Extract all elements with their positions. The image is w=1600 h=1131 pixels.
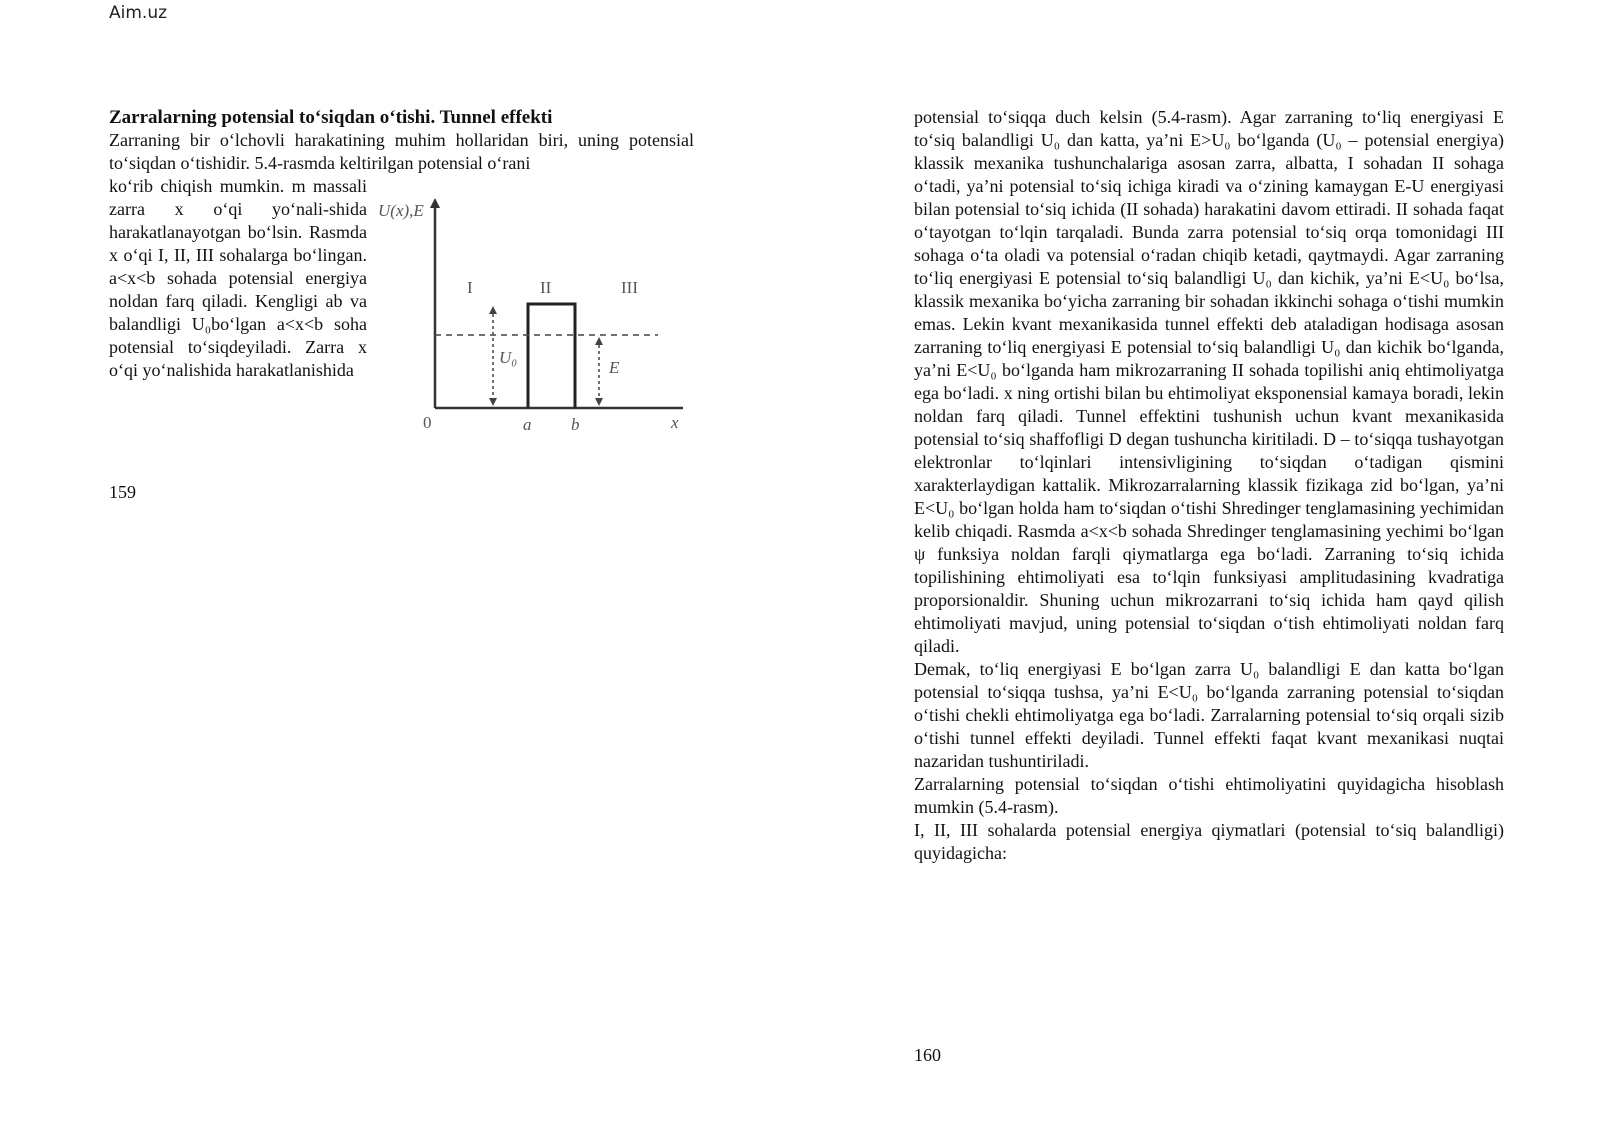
region-label-3: III bbox=[621, 278, 638, 297]
e-arrow-up-icon bbox=[595, 337, 603, 345]
y-axis-label: U(x),E bbox=[378, 201, 424, 220]
tick-label-zero: 0 bbox=[423, 413, 432, 432]
u0-arrow-up-icon bbox=[489, 306, 497, 314]
y-axis-arrow-icon bbox=[430, 198, 440, 208]
page-number-left: 159 bbox=[109, 482, 136, 502]
paragraph-2: Demak, to‘liq energiyasi E bo‘lgan zarra U₀ balandligi E dan katta bo‘lgan potensial to‘siqqa tushsa, ya’ni E<U₀ bo‘lganda zarraning potensial to‘siqdan o‘tishi chekli ehtimoliyatga ega bo‘ladi. Zarralarning potensial to‘siq orqali sizib o‘tishi tunnel effekti deyiladi. Tunnel effekti faqat kvant mexanikasi nuqtai nazaridan tushuntiriladi. bbox=[914, 659, 1504, 771]
e-arrow-down-icon bbox=[595, 398, 603, 406]
x-axis-label: x bbox=[671, 413, 679, 432]
region-label-1: I bbox=[467, 278, 473, 297]
paragraph-4: I, II, III sohalarda potensial energiya qiymatlari (potensial to‘siq balandligi) quyidagicha: bbox=[914, 820, 1504, 863]
intro-paragraph: Zarraning bir o‘lchovli harakatining muhim hollaridan biri, uning potensial to‘siqdan o‘tishidir. 5.4-rasmda keltirilgan potensial o‘rani bbox=[109, 130, 694, 173]
barrier-shape bbox=[528, 304, 575, 408]
e-label: E bbox=[609, 358, 620, 377]
site-name: Aim.uz bbox=[109, 3, 168, 23]
paragraph-1: potensial to‘siqqa duch kelsin (5.4-rasm). Agar zarraning to‘liq energiyasi E to‘siq balandligi U₀ dan katta, ya’ni E>U₀ bo‘lganda (U₀ – potensial energiya) klassik mexanika tushunchalariga asosan zarra, albatta, I sohadan II sohaga o‘tadi, ya’ni potensial to‘siq ichiga kiradi va o‘zining kamaygan E-U energiyasi bilan potensial to‘siq ichida (II sohada) harakatini davom ettiradi. II sohada faqat o‘tayotgan to‘lqin tarqaladi. Bunda zarra potensial to‘siq orqa tomonidagi III sohaga o‘ta oladi va potensial o‘radan chiqib ketadi, qaytmaydi. Agar zarraning to‘liq energiyasi E potensial to‘siq balandligi U₀ dan kichik, ya’ni E<U₀ bo‘lsa, klassik mexanika bo‘yicha zarraning bir sohadan ikkinchi sohaga o‘tishi mumkin emas. Lekin kvant mexanikasida tunnel effekti deb ataladigan hodisaga asosan zarraning to‘liq energiyasi E potensial to‘siq balandligi U₀ dan kichik bo‘lganda, ya’ni E<U₀ bo‘lganda ham mikrozarraning II sohada topilishi aniq ehtimoliyatga ega bo‘ladi. x ning ortishi bilan bu ehtimoliyat eksponensial kamaya boradi, lekin noldan farq qiladi. Tunnel effektini tushunish uchun kvant mexanikasida potensial to‘siq shaffofligi D degan tushuncha kiritiladi. D – to‘siqqa tushayotgan elektronlar to‘lqinlari intensivligining to‘siqdan o‘tadigan qismini xarakterlaydigan kattalik. Mikrozarralarning klassik fizikaga zid bo‘lgan, ya’ni E<U₀ bo‘lgan holda ham to‘siqdan o‘tishi Shredinger tenglamasining yechimidan kelib chiqadi. Rasmda a<x<b sohada Shredinger tenglamasining yechimi bo‘lgan ψ funksiya noldan farqli qiymatlarga ega bo‘ladi. Zarraning to‘siq ichida topilishining ehtimoliyati esa to‘lqin funksiyasi amplitudasining kvadratiga proporsionaldir. Shuning uchun mikrozarrani to‘siq ichida ham qayd qilish ehtimoliyati mavjud, uning potensial to‘siqdan o‘tish ehtimoliyati noldan farq qiladi. bbox=[914, 107, 1504, 656]
potential-barrier-figure bbox=[378, 198, 705, 448]
u0-arrow-down-icon bbox=[489, 398, 497, 406]
right-page bbox=[914, 106, 1504, 865]
tick-label-a: a bbox=[523, 415, 532, 434]
section-title: Zarralarning potensial to‘siqdan o‘tishi. Tunnel effekti bbox=[109, 107, 553, 128]
paragraph-3: Zarralarning potensial to‘siqdan o‘tishi ehtimoliyatini quyidagicha hisoblash mumkin (5.4-rasm). bbox=[914, 774, 1504, 817]
region-label-2: II bbox=[540, 278, 552, 297]
tick-label-b: b bbox=[571, 415, 580, 434]
u0-label: U₀ bbox=[499, 348, 518, 367]
wrapped-paragraph: ko‘rib chiqish mumkin. m massali zarra x o‘qi yo‘nali-shida harakatlanayotgan bo‘lsin. Rasmda x o‘qi I, II, III sohalarga bo‘lingan. a<x<b sohada potensial energiya noldan farq qiladi. Kengligi ab va balandligi U₀bo‘lgan a<x<b soha potensial to‘siqdeyiladi. Zarra x o‘qi yo‘nalishida harakatlanishida bbox=[109, 176, 367, 380]
page-number-right: 160 bbox=[914, 1045, 941, 1065]
